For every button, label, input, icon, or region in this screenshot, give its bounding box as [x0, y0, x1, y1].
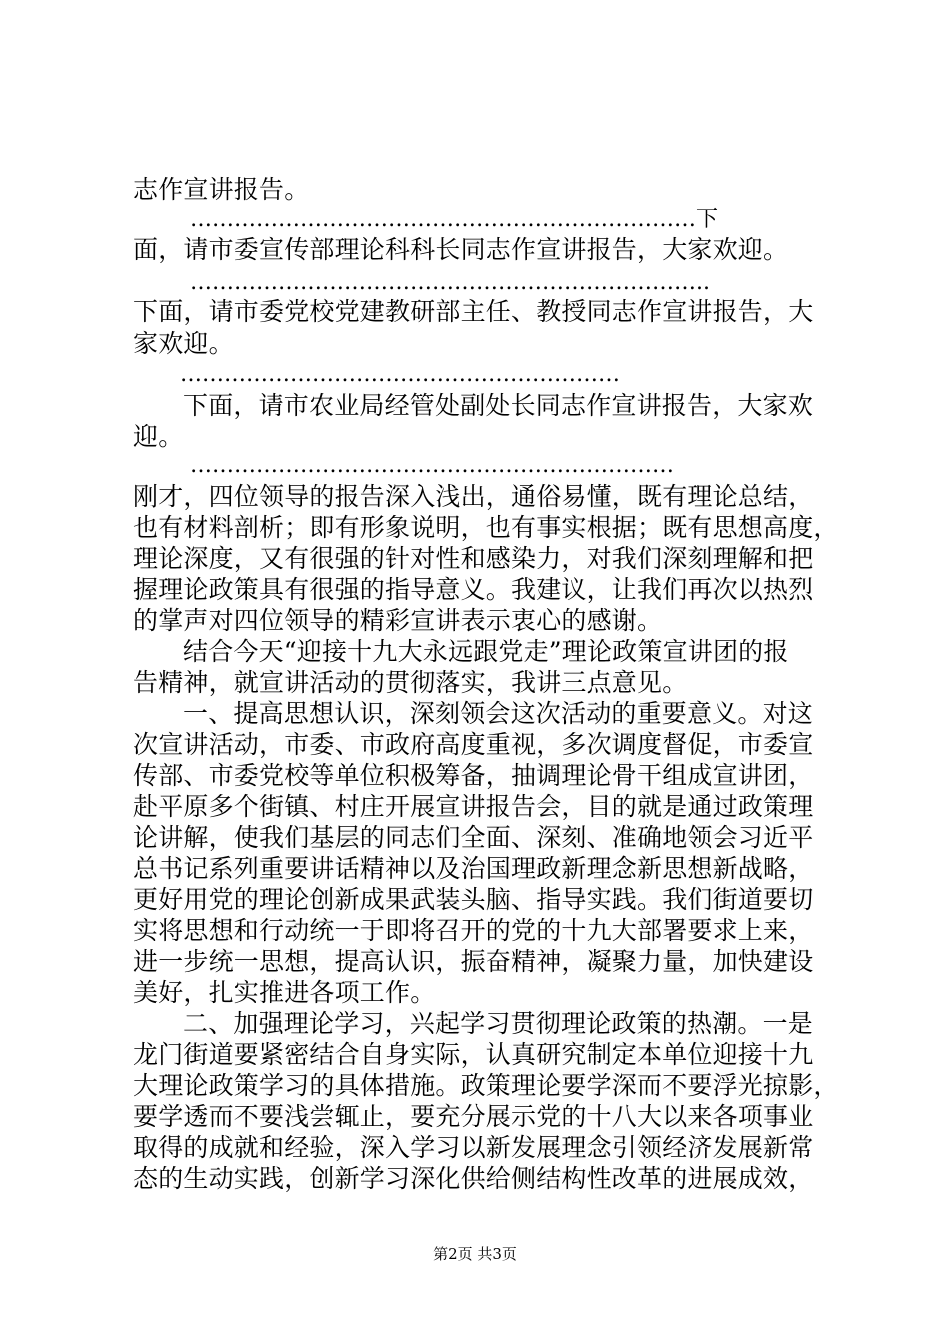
text-line: 实将思想和行动统一于即将召开的党的十九大部署要求上来，	[133, 916, 814, 945]
text-line: 赴平原多个街镇、村庄开展宣讲报告会，目的就是通过政策理	[133, 792, 814, 821]
text-line: 面，请市委宣传部理论科科长同志作宣讲报告，大家欢迎。	[133, 235, 789, 264]
text-line: 美好，扎实推进各项工作。	[133, 978, 436, 1007]
text-line: 论讲解，使我们基层的同志们全面、深刻、准确地领会习近平	[133, 823, 814, 852]
text-line: ……………………………………………………………..	[190, 270, 710, 295]
text-line: 也有材料剖析；即有形象说明，也有事实根据；既有思想高度，	[133, 513, 839, 542]
text-line: 理论深度，又有很强的针对性和感染力，对我们深刻理解和把	[133, 544, 814, 573]
text-line: 的掌声对四位领导的精彩宣讲表示衷心的感谢。	[133, 606, 663, 635]
text-line: ……………………………………………………………下	[190, 207, 719, 232]
text-line: 告精神，就宣讲活动的贯彻落实，我讲三点意见。	[133, 668, 688, 697]
text-line: 一、提高思想认识，深刻领会这次活动的重要意义。对这	[183, 699, 814, 728]
text-line: 更好用党的理论创新成果武装头脑、指导实践。我们街道要切	[133, 885, 814, 914]
text-line: 二、加强理论学习，兴起学习贯彻理论政策的热潮。一是	[183, 1009, 814, 1038]
text-line: 下面，请市农业局经管处副处长同志作宣讲报告，大家欢	[183, 391, 814, 420]
text-line: 大理论政策学习的具体措施。政策理论要学深而不要浮光掠影，	[133, 1071, 839, 1100]
text-line: 刚才，四位领导的报告深入浅出，通俗易懂，既有理论总结，	[133, 482, 814, 511]
text-line: 迎。	[133, 422, 184, 451]
text-line: 次宣讲活动，市委、市政府高度重视，多次调度督促，市委宣	[133, 730, 814, 759]
text-line: 要学透而不要浅尝辄止，要充分展示党的十八大以来各项事业	[133, 1102, 814, 1131]
text-line: 家欢迎。	[133, 329, 234, 358]
page-number-footer: 第2页 共3页	[433, 1245, 517, 1263]
text-line: 进一步统一思想，提高认识，振奋精神，凝聚力量，加快建设	[133, 947, 814, 976]
text-line: 取得的成就和经验，深入学习以新发展理念引领经济发展新常	[133, 1133, 814, 1162]
text-line: 龙门街道要紧密结合自身实际，认真研究制定本单位迎接十九	[133, 1040, 814, 1069]
text-line: …………………………………………………………	[190, 453, 674, 478]
text-line: 握理论政策具有很强的指导意义。我建议，让我们再次以热烈	[133, 575, 814, 604]
text-line: 总书记系列重要讲话精神以及治国理政新理念新思想新战略，	[133, 854, 814, 883]
text-line: 结合今天“迎接十九大永远跟党走”理论政策宣讲团的报	[183, 637, 789, 666]
text-line: 志作宣讲报告。	[133, 175, 310, 204]
text-line: 传部、市委党校等单位积极筹备，抽调理论骨干组成宣讲团，	[133, 761, 814, 790]
text-line: ……………………………………………………	[180, 362, 620, 387]
text-line: 下面，请市委党校党建教研部主任、教授同志作宣讲报告，大	[133, 297, 814, 326]
text-line: 态的生动实践，创新学习深化供给侧结构性改革的进展成效，	[133, 1164, 814, 1193]
